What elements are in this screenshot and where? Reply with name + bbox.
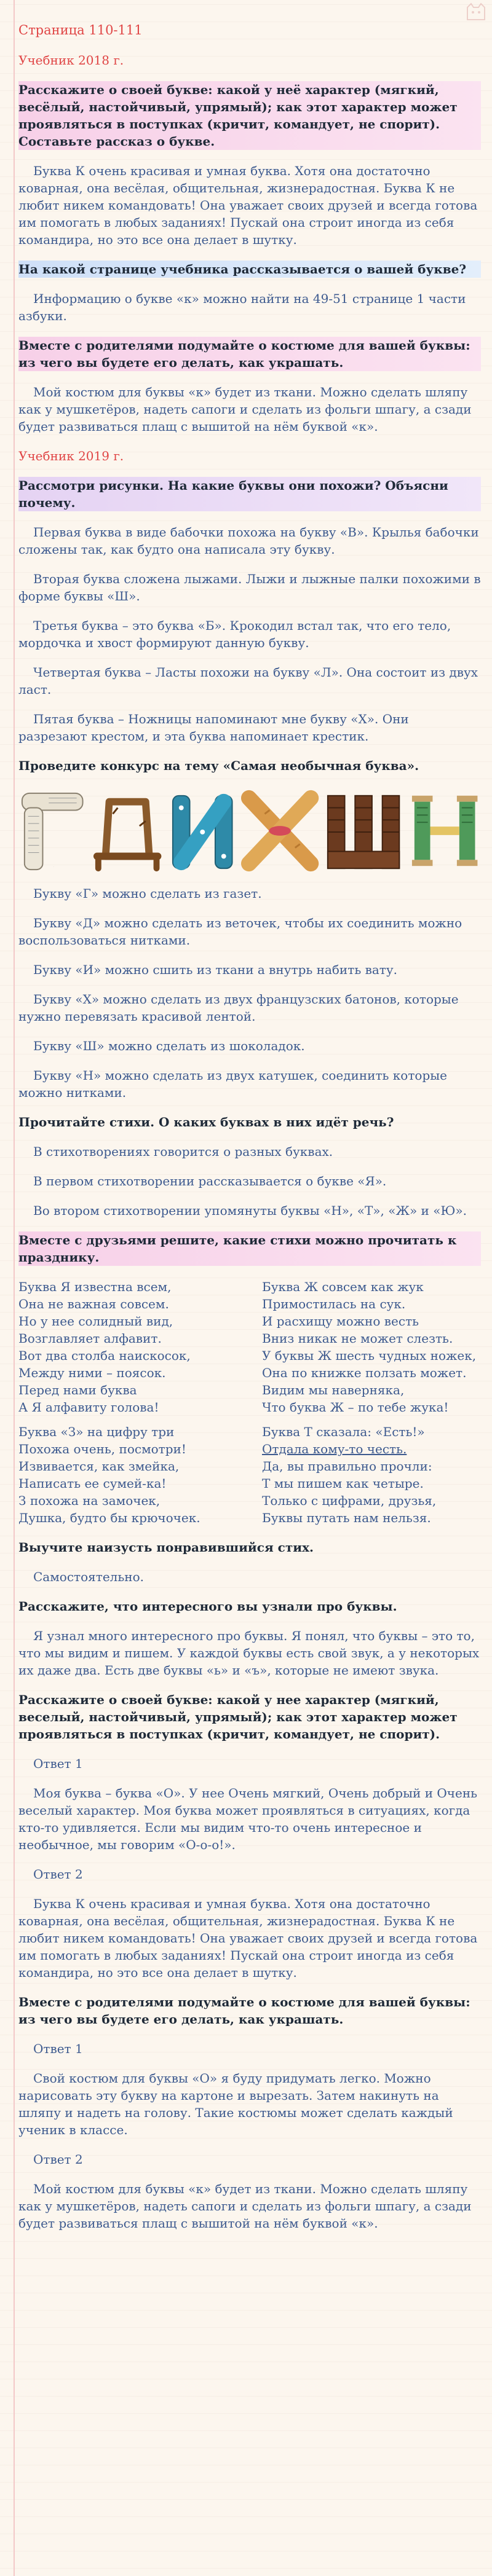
content <box>18 9 481 2244</box>
poem-line: Вниз никак не может слезть. <box>262 1331 453 1346</box>
textbook-2019-label: Учебник 2019 г. <box>18 449 124 463</box>
fabric-letter-i <box>169 789 236 873</box>
answer-2018-2: Информацию о букве «к» можно найти на 49-51 странице 1 части азбуки. <box>18 291 466 323</box>
poem-line: Похожа очень, посмотри! <box>18 1442 186 1456</box>
poem-line: Между ними – поясок. <box>18 1365 166 1380</box>
task-2019-1: Рассмотри рисунки. На какие буквы они похожи? Объясни почему. <box>18 477 481 511</box>
textbook-2018-label: Учебник 2018 г. <box>18 53 124 68</box>
answer-2019-1b: Вторая буква сложена лыжами. Лыжи и лыжные палки похожими в форме буквы «Ш». <box>18 571 481 603</box>
task-2019-2: Проведите конкурс на тему «Самая необычная буква». <box>18 758 419 773</box>
poem-line: Отдала кому-то честь. <box>262 1442 407 1456</box>
task-2018-3: Вместе с родителями подумайте о костюме для вашей буквы: из чего вы будете его делать, как украшать. <box>18 337 481 371</box>
poems-row-1 <box>18 1278 481 1416</box>
task-2019-6: Расскажите, что интересного вы узнали про буквы. <box>18 1599 397 1614</box>
answer-2019-5: Самостоятельно. <box>33 1569 144 1584</box>
variant-4-label: Ответ 2 <box>33 2152 83 2167</box>
task-2018-2: На какой странице учебника рассказывается о вашей букве? <box>18 261 481 278</box>
letter-answer-n: Букву «Н» можно сделать из двух катушек, соединить которые можно нитками. <box>18 1068 448 1100</box>
poem-line: Буквы путать нам нельзя. <box>262 1510 431 1525</box>
answer-2019-1c: Третья буква – это буква «Б». Крокодил встал так, что его тело, мордочка и хвост формируют данную букву. <box>18 618 451 650</box>
answer-2018-1: Буква К очень красивая и умная буква. Хотя она достаточно коварная, она весёлая, общительная, жизнерадостная. Буква К не любит никем командовать! Она уважает своих друзей и всегда готова им помогать в любых заданиях! Пускай она строит иногда из себя командира, но это все она делает в шутку. <box>18 163 478 247</box>
task-2019-8: Вместе с родителями подумайте о костюме для вашей буквы: из чего вы будете его делать, как украшать. <box>18 1995 470 2027</box>
task-2019-5: Выучите наизусть понравившийся стих. <box>18 1540 314 1555</box>
task-2018-1: Расскажите о своей букве: какой у неё характер (мягкий, весёлый, настойчивый, упрямый); как этот характер может проявляться в поступках (кричит, командует, не спорит). Составьте рассказ о букве. <box>18 81 481 150</box>
twig-letter-d <box>91 789 164 873</box>
variant-2-label: Ответ 2 <box>33 1867 83 1882</box>
answer-2019-1a: Первая буква в виде бабочки похожа на букву «В». Крылья бабочки сложены так, как будто она написала эту букву. <box>18 525 479 557</box>
poem-line: Буква Я известна всем, <box>18 1279 172 1294</box>
answer-2019-3c: Во втором стихотворении упомянуты буквы «Н», «Т», «Ж» и «Ю». <box>33 1203 467 1218</box>
variant-4-text: Мой костюм для буквы «к» будет из ткани. Можно сделать шляпу как у мушкетёров, надеть сапоги и сделать из фольги шпагу, а сзади будет развиваться плащ с вышитой на нём буквой «к». <box>18 2181 472 2231</box>
poems-row-2 <box>18 1423 481 1526</box>
poem-line: Извивается, как змейка, <box>18 1459 180 1474</box>
newspaper-letter-g <box>18 789 86 873</box>
poem-line: Она не важная совсем. <box>18 1297 169 1311</box>
poem-line: Возглавляет алфавит. <box>18 1331 162 1346</box>
poem-line: У буквы Ж шесть чудных ножек, <box>262 1348 477 1363</box>
poem-line: Буква Т сказала: «Есть!» <box>262 1424 425 1439</box>
poem-line: З похожа на замочек, <box>18 1493 161 1508</box>
answer-2019-1d: Четвертая буква – Ласты похожи на букву «Л». Она состоит из двух ласт. <box>18 665 478 697</box>
letter-answer-g: Букву «Г» можно сделать из газет. <box>33 886 262 901</box>
variant-1-text: Моя буква – буква «О». У нее Очень мягкий, Очень добрый и Очень веселый характер. Моя буква может проявляться в ситуациях, когда кто-то удивляется. Если мы видим что-то очень интересное и необычное, мы говорим «О-о-о!». <box>18 1786 478 1852</box>
poem-line: Буква «З» на цифру три <box>18 1424 175 1439</box>
poem-line: Т мы пишем как четыре. <box>262 1476 424 1491</box>
answer-2019-3a: В стихотворениях говорится о разных буквах. <box>33 1144 333 1159</box>
answer-2018-3: Мой костюм для буквы «к» будет из ткани. Можно сделать шляпу как у мушкетёров, надеть сапоги и сделать из фольги шпагу, а сзади будет развиваться плащ с вышитой на нём буквой «к». <box>18 385 472 434</box>
letter-answer-i: Букву «И» можно сшить из ткани а внутрь набить вату. <box>33 962 397 977</box>
variant-3-label: Ответ 1 <box>33 2041 83 2056</box>
poem-zh <box>262 1278 481 1416</box>
answer-2019-3b: В первом стихотворении рассказывается о букве «Я». <box>33 1174 387 1188</box>
poem-line: Но у нее солидный вид, <box>18 1314 173 1329</box>
chocolate-letter-sh <box>324 789 403 873</box>
task-2019-4: Вместе с друзьями решите, какие стихи можно прочитать к празднику. <box>18 1231 481 1266</box>
answer-2019-1e: Пятая буква – Ножницы напоминают мне букву «Х». Они разрезают крестом, и эта буква напоминает крестик. <box>18 712 409 744</box>
poem-line: Примостилась на сук. <box>262 1297 406 1311</box>
variant-1-label: Ответ 1 <box>33 1756 83 1771</box>
poem-line: Перед нами буква <box>18 1383 137 1397</box>
letter-answer-d: Букву «Д» можно сделать из веточек, чтобы их соединить можно воспользоваться нитками. <box>18 916 462 948</box>
task-2019-3: Прочитайте стихи. О каких буквах в них идёт речь? <box>18 1115 394 1129</box>
baguette-letter-x <box>240 789 319 873</box>
variant-2-text: Буква К очень красивая и умная буква. Хотя она достаточно коварная, она весёлая, общительная, жизнерадостная. Буква К не любит никем командовать! Она уважает своих друзей и всегда готова им помогать в любых заданиях! Пускай она строит иногда из себя командира, но это все она делает в шутку. <box>18 1896 478 1980</box>
variant-3-text: Свой костюм для буквы «О» я буду придумать легко. Можно нарисовать эту букву на картоне и вырезать. Затем накинуть на шляпу и надеть на голову. Такие костюмы может сделать каждый ученик в классе. <box>18 2071 453 2137</box>
task-2019-7: Расскажите о своей букве: какой у нее характер (мягкий, веселый, настойчивый, упрямый); как этот характер может проявляться в поступках (кричит, командует, не спорит). <box>18 1692 458 1742</box>
poem-line: Только с цифрами, друзья, <box>262 1493 437 1508</box>
spool-letter-n <box>408 789 481 873</box>
poem-line: И расхищу можно весть <box>262 1314 419 1329</box>
poem-line: Что буква Ж – по тебе жука! <box>262 1400 449 1415</box>
poem-line: Да, вы правильно прочли: <box>262 1459 432 1474</box>
answer-2019-6: Я узнал много интересного про буквы. Я понял, что буквы – это то, что мы видим и пишем. У каждой буквы есть свой звук, а у некоторых их даже два. Есть две буквы «ь» и «ъ», которые не имеют звука. <box>18 1628 480 1678</box>
poem-ya <box>18 1278 237 1416</box>
poem-line: Она по книжке ползать может. <box>262 1365 467 1380</box>
poem-line: Душка, будто бы крючочек. <box>18 1510 200 1525</box>
poem-line: Вот два столба наискосок, <box>18 1348 191 1363</box>
poem-z <box>18 1423 237 1526</box>
poem-line: А Я алфавиту голова! <box>18 1400 159 1415</box>
letter-answer-x: Букву «Х» можно сделать из двух французских батонов, которые нужно перевязать красивой лентой. <box>18 992 459 1024</box>
margin-line <box>14 0 15 2576</box>
poem-line: Видим мы навернякa, <box>262 1383 405 1397</box>
poem-t <box>262 1423 481 1526</box>
poem-line: Написать ее сумей-ка! <box>18 1476 167 1491</box>
page-label: Страница 110-111 <box>18 23 143 37</box>
letter-answer-sh: Букву «Ш» можно сделать из шоколадок. <box>33 1039 305 1053</box>
poem-line: Буква Ж совсем как жук <box>262 1279 424 1294</box>
unusual-letters-image <box>18 787 481 873</box>
